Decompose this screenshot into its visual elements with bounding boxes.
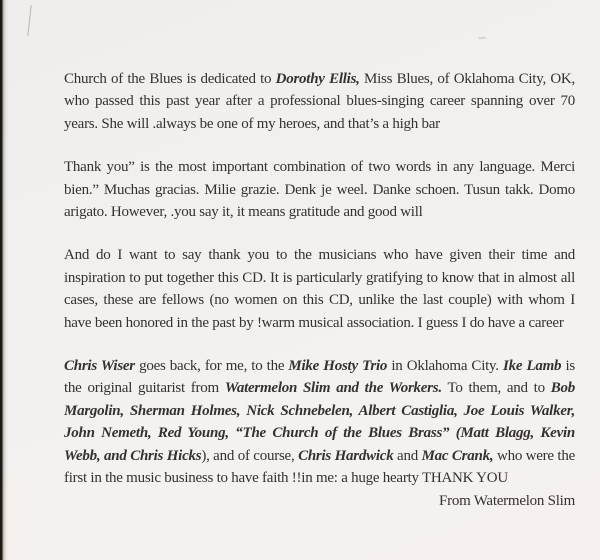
- liner-notes-text: [64, 68, 575, 512]
- text-run: To them, and to: [441, 380, 551, 397]
- signoff: From Watermelon Slim: [438, 492, 575, 509]
- text-run: Thank you” is the most important combination of two words in any language. Merci bien.” Muchas gracias. Milie grazie. Denk je weel. Danke schoen. Tusun takk. Domo arigato. However, .you say it, it means gratitude and good will: [64, 159, 575, 221]
- text-run: And do I want to say thank you to the musicians who have given their time and inspiration to put together this CD. It is particularly gratifying to know that in almost all cases, these are fellows (no women on this CD, unlike the last couple) with whom I have been honored in the past by !warm musical association. I guess I do have a career: [64, 247, 575, 331]
- emphasized-text-run: Chris Wiser: [64, 358, 135, 375]
- emphasized-text-run: Bob Margolin, Sherman Holmes, Nick Schnebelen, Albert Castiglia, Joe Louis Walker, John Nemeth, Red Young, “The Church of the Blues Brass” (Matt Blagg, Kevin Webb, and Chris Hicks: [64, 380, 575, 464]
- emphasized-text-run: Dorothy Ellis,: [275, 71, 360, 87]
- emphasized-text-run: Mac Crank,: [421, 447, 494, 464]
- smudge-mark: [478, 37, 486, 40]
- paragraphs: [64, 68, 575, 490]
- scratch-mark: [27, 5, 31, 36]
- text-run: Miss Blues, of Oklahoma City, OK, who passed this past year after a professional blues-singing career spanning over 70 years. She will .always be one of my heroes, and that’s a high bar: [64, 71, 576, 132]
- text-run: goes back, for me, to the: [134, 358, 289, 375]
- text-run: and: [393, 447, 422, 464]
- text-run: in Oklahoma City.: [387, 358, 504, 375]
- emphasized-text-run: Mike Hosty Trio: [288, 358, 388, 375]
- emphasized-text-run: Chris Hardwick: [298, 447, 394, 464]
- paragraph: [64, 244, 575, 334]
- emphasized-text-run: Ike Lamb: [503, 358, 562, 375]
- paragraph: [64, 68, 575, 135]
- paragraph: [64, 355, 575, 489]
- emphasized-text-run: Watermelon Slim and the Workers.: [224, 380, 442, 397]
- text-run: is the original guitarist from: [64, 358, 576, 397]
- text-run: Church of the Blues is dedicated to: [64, 71, 276, 87]
- page-left-edge: [0, 0, 8, 560]
- text-run: who were the first in the music business to have faith !!in me: a huge hearty THANK YOU: [64, 447, 575, 487]
- paragraph: [64, 156, 575, 223]
- text-run: ), and of course,: [201, 447, 299, 464]
